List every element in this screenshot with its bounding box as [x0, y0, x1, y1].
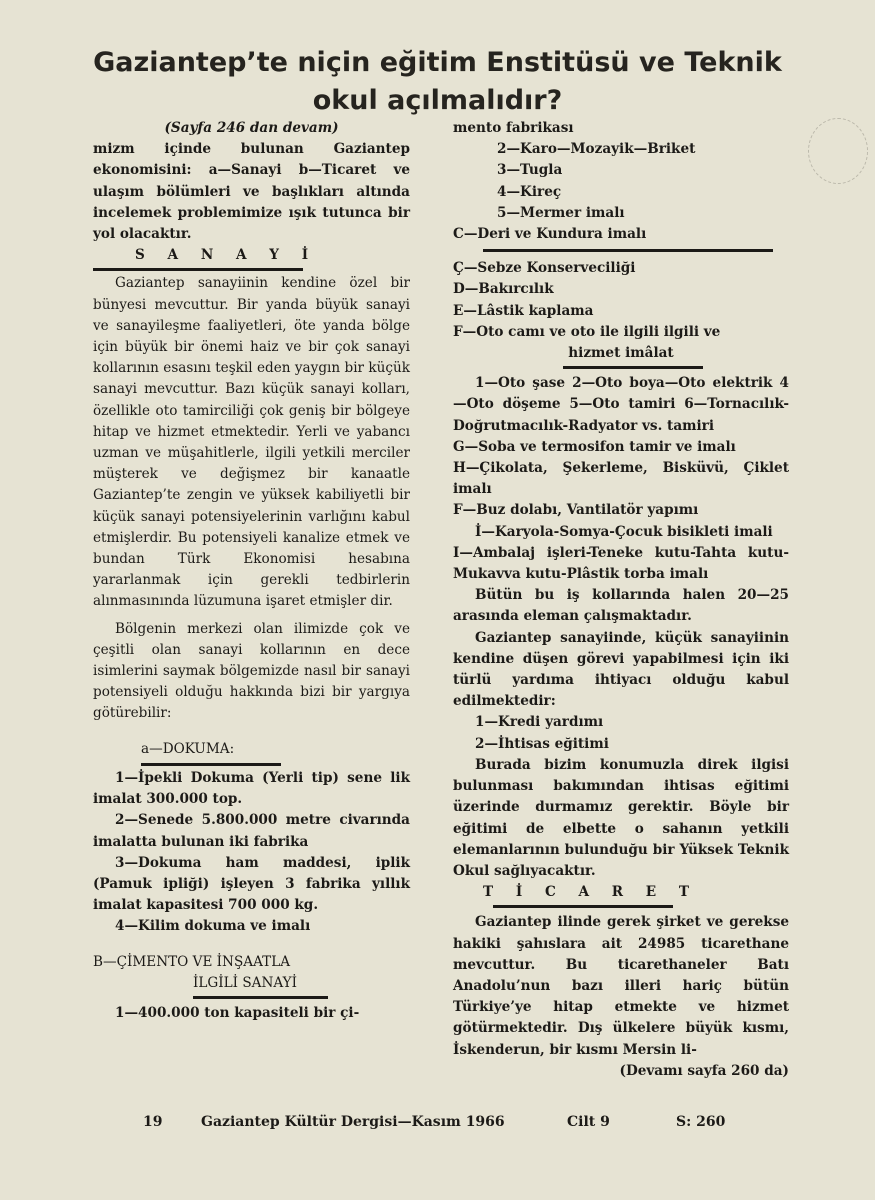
library-stamp [808, 118, 868, 184]
paragraph-kucuk-sanayi: Gaziantep sanayiinde, küçük sanayiinin kendine düşen görevi yapabilmesi için iki türlü yardıma ihtiyacı olduğu kabul edilmektedir: [453, 629, 789, 710]
list-item: 3—Tugla [497, 162, 563, 179]
list-item: 1—Kredi yardımı [475, 714, 604, 731]
article-title-line-1: Gaziantep’te niçin eğitim Enstitüsü ve Teknik [93, 47, 782, 78]
list-item: İ—Karyola-Somya-Çocuk bisikleti imali [475, 523, 773, 540]
section-rule [93, 268, 303, 271]
list-item: G—Soba ve termosifon tamir ve imalı [453, 438, 736, 455]
section-rule [193, 996, 328, 999]
section-heading-dokuma: a—DOKUMA: [141, 740, 235, 757]
list-item: Ç—Sebze Konserveciliği [453, 260, 636, 277]
right-column [453, 118, 789, 1082]
left-column [93, 118, 410, 1024]
section-rule [493, 905, 673, 908]
section-heading-ticaret: T İ C A R E T [483, 884, 699, 901]
paragraph-ticaret: Gaziantep ilinde gerek şirket ve gerekse hakiki şahıslara ait 24985 ticarethane mevcuttur. Bu ticarethaneler Batı Anadolu’nun bazı illeri hariç bütün Türkiye’ye hitap etmekte ve hizmet götürmektedir. Dış ülkelere büyük kısmı, İskenderun, bir kısmı Mersin li- [453, 914, 789, 1058]
section-rule [563, 366, 703, 369]
section-heading-sanayi: S A N A Y İ [135, 247, 318, 264]
section-rule [483, 249, 773, 252]
list-item: 4—Kireç [497, 183, 562, 200]
journal-info: Gaziantep Kültür Dergisi—Kasım 1966 [201, 1114, 505, 1130]
volume-info: Cilt 9 [567, 1114, 610, 1130]
list-item: I—Ambalaj işleri-Teneke kutu-Tahta kutu-Mukavva kutu-Plâstik torba imalı [453, 544, 789, 583]
list-item: 1—Oto şase 2—Oto boya—Oto elektrik 4—Oto döşeme 5—Oto tamiri 6—Tornacılık- Doğrutmacılık-Radyator vs. tamiri [453, 375, 789, 434]
section-heading-cimento-sub: İLGİLİ SANAYİ [193, 974, 297, 991]
list-item: 2—Senede 5.800.000 metre civarında imalatta bulunan iki fabrika [93, 812, 410, 850]
intro-paragraph: mizm içinde bulunan Gaziantep ekonomisini: a—Sanayi b—Ticaret ve ulaşım bölümleri ve başlıkları altında incelemek problemimize ışık tutunca bir yol olacaktır. [93, 141, 410, 243]
paragraph-burada: Burada bizim konumuzla direk ilgisi bulunması bakımından ihtisas eğitimi üzerinde durmamız gerektir. Böyle bir eğitimi de elbette o sahanın yetkili elemanlarının bulunduğu bir Yüksek Teknik Okul sağlıyacaktır. [453, 756, 789, 879]
page-number: 19 [143, 1114, 163, 1130]
list-item: D—Bakırcılık [453, 281, 554, 298]
list-item: E—Lâstik kaplama [453, 302, 594, 319]
list-item: 2—İhtisas eğitimi [475, 735, 609, 752]
section-heading-cimento: B—ÇİMENTO VE İNŞAATLA [93, 953, 291, 970]
list-item: 3—Dokuma ham maddesi, iplik (Pamuk ipliği) işleyen 3 fabrika yıllık imalat kapasitesi 700 000 kg. [93, 854, 410, 914]
section-rule [141, 763, 281, 766]
article-title [0, 44, 875, 120]
continued-note: (Sayfa 246 dan devam) [164, 120, 339, 136]
list-item: H—Çikolata, Şekerleme, Bisküvü, Çiklet imalı [453, 460, 789, 498]
list-item: 2—Karo—Mozayik—Briket [497, 141, 696, 158]
continued-note: (Devamı sayfa 260 da) [619, 1062, 789, 1079]
list-item: 4—Kilim dokuma ve imalı [115, 918, 311, 935]
list-item: 1—400.000 ton kapasiteli bir çi- [115, 1004, 360, 1021]
list-continuation: mento fabrikası [453, 120, 574, 136]
list-item: F—Buz dolabı, Vantilatör yapımı [453, 502, 699, 519]
list-item: 1—İpekli Dokuma (Yerli tip) sene lik imalat 300.000 top. [93, 769, 410, 808]
paragraph-bolge: Bölgenin merkezi olan ilimizde çok ve çeşitli olan sanayi kollarının en dece isimlerini saymak bölgemizde nasıl bir sanayi potensiyeli olduğu hakkında bizi bir yargıya götürebilir: [93, 620, 410, 722]
list-item: C—Deri ve Kundura imalı [453, 226, 647, 243]
paragraph-sanayi: Gaziantep sanayiinin kendine özel bir bünyesi mevcuttur. Bir yanda büyük sanayi ve sanayileşme faaliyetleri, öte yanda bölge için büyük bir önemi haiz ve bir çok sanayi kollarının esasını teşkil eden yaygın bir küçük sanayi mevcuttur. Bazı küçük sanayi kolları, özellikle oto tamirciliği çok geniş bir bölgeye hitap ve hizmet etmektedir. Yerli ve yabancı uzman ve müşahitlerle, ilgili yetkili merciler müşterek ve değişmez bir kanaatle Gaziantep’te zengin ve yüksek kabiliyetli bir küçük sanayi potensiyelerinin varlığını kabul etmişlerdir. Bu potensiyeli kanalize etmek ve bundan Türk Ekonomisi hesabına yararlanmak için gerekli tedbirlerin alınmasınında lüzumuna işaret etmişler dir. [93, 275, 410, 610]
list-item: 5—Mermer imalı [497, 204, 625, 221]
paragraph-butun: Bütün bu iş kollarında halen 20—25 arasında eleman çalışmaktadır. [453, 587, 789, 625]
list-item: F—Oto camı ve oto ile ilgili ilgili ve [453, 323, 721, 340]
issue-info: S: 260 [676, 1114, 726, 1130]
article-title-line-2: okul açılmalıdır? [312, 85, 563, 116]
list-subheading: hizmet imâlat [568, 345, 674, 362]
